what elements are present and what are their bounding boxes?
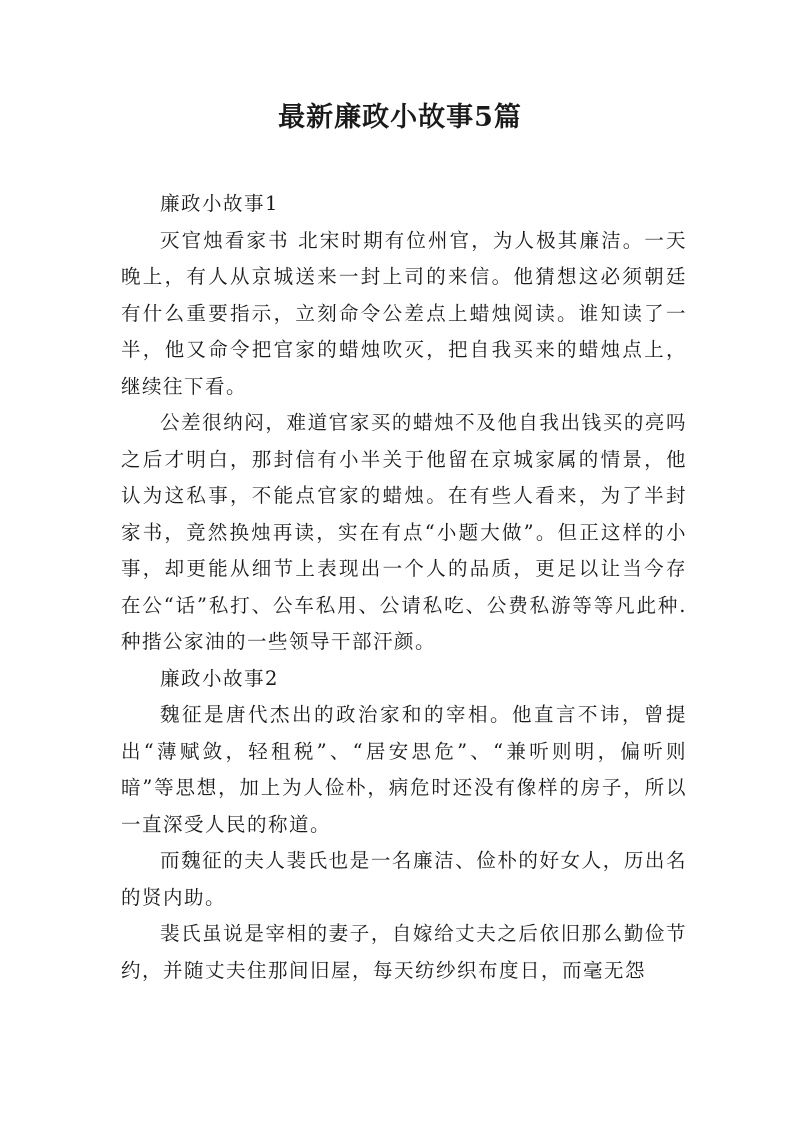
paragraph: 公差很纳闷，难道官家买的蜡烛不及他自我出钱买的亮吗之后才明白，那封信有小半关于他留在京城家属的情景，他认为这私事，不能点官家的蜡烛。在有些人看来，为了半封家书，竟然换烛再读，实在有点“小题大做”。但正这样的小事，却更能从细节上表现出一个人的品质，更足以让当今存在公“话”私打、公车私用、公请私吃、公费私游等等凡此种.种揩公家油的一些领导干部汗颜。	[121, 411, 687, 653]
document-title: 最新廉政小故事5篇	[278, 102, 522, 133]
paragraph: 而魏征的夫人裴氏也是一名廉洁、俭朴的好女人，历出名的贤内助。	[121, 849, 687, 909]
section-heading: 廉政小故事1	[160, 192, 279, 215]
paragraph: 灭官烛看家书 北宋时期有位州官，为人极其廉洁。一天晚上，有人从京城送来一封上司的来信。他猜想这必须朝廷有什么重要指示，立刻命令公差点上蜡烛阅读。谁知读了一半，他又命令把官家的蜡烛吹灭，把自我买来的蜡烛点上，继续往下看。	[121, 228, 687, 398]
paragraph: 裴氏虽说是宰相的妻子，自嫁给丈夫之后依旧那么勤俭节约，并随丈夫住那间旧屋，每天纺纱织布度日，而毫无怨	[121, 922, 687, 982]
section-heading: 廉政小故事2	[160, 666, 279, 690]
paragraph: 魏征是唐代杰出的政治家和的宰相。他直言不讳，曾提出“薄赋敛，轻租税”、“居安思危”、“兼听则明，偏听则暗”等思想，加上为人俭朴，病危时还没有像样的房子，所以一直深受人民的称道。	[121, 703, 687, 836]
document-body	[121, 186, 687, 989]
